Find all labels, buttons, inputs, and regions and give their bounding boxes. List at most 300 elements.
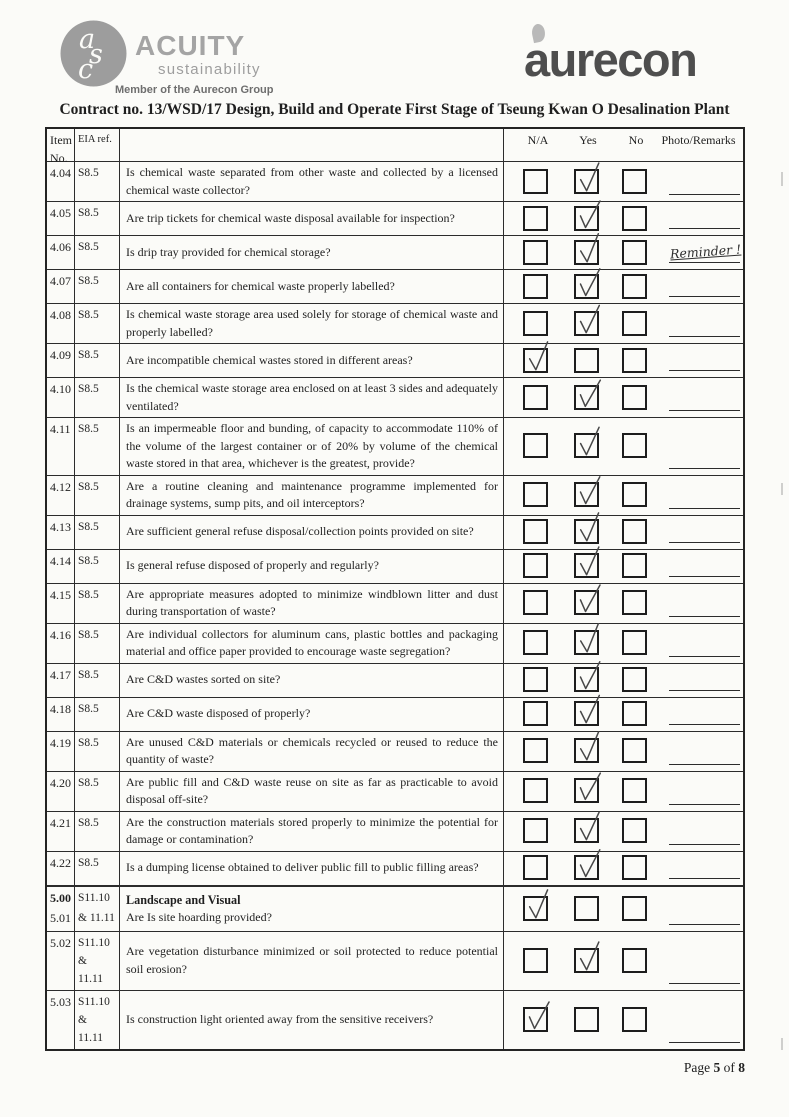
question-text: Are individual collectors for aluminum cans, plastic bottles and packaging material and office paper provided to encourage waste segregation? [126, 626, 498, 658]
item-no-cell [47, 202, 75, 235]
eia-ref-cell [75, 932, 120, 990]
eia-ref: S8.5 [78, 241, 99, 253]
remarks-blank-line [669, 262, 740, 263]
no-checkbox [622, 630, 647, 655]
eia-ref-cell [75, 698, 120, 731]
table-row [47, 516, 743, 550]
item-no-cell [47, 378, 75, 417]
table-row [47, 624, 743, 664]
remarks-blank-line [669, 228, 740, 229]
no-checkbox [622, 948, 647, 973]
question-cell [120, 202, 504, 235]
item-no-cell [47, 732, 75, 771]
remarks-blank-line [669, 656, 740, 657]
no-checkbox [622, 240, 647, 265]
eia-ref-2: & 11.11 [78, 911, 115, 924]
table-row [47, 991, 743, 1049]
table-row [47, 852, 743, 886]
eia-ref-cell [75, 664, 120, 697]
na-checkbox [523, 311, 548, 336]
answer-cell [504, 202, 743, 235]
check-mark-icon [574, 301, 604, 338]
na-checkbox [523, 818, 548, 843]
item-no: 4.05 [50, 206, 71, 220]
eia-ref-cell [75, 344, 120, 377]
no-checkbox [622, 385, 647, 410]
eia-ref-cell [75, 584, 120, 623]
eia-ref-cell [75, 476, 120, 515]
question-cell [120, 162, 504, 201]
question-cell [120, 236, 504, 269]
na-checkbox [523, 590, 548, 615]
check-mark-icon [574, 423, 605, 461]
acuity-monogram-icon [60, 20, 127, 87]
eia-ref-cell [75, 304, 120, 343]
question-text: Are trip tickets for chemical waste disposal available for inspection? [126, 210, 455, 225]
na-checkbox [523, 667, 548, 692]
eia-ref-cell [75, 378, 120, 417]
check-mark-icon [573, 158, 604, 196]
no-checkbox [622, 855, 647, 880]
question-text: Are the construction materials stored properly to minimize the potential for damage or contamination? [126, 814, 498, 846]
table-row [47, 584, 743, 624]
question-text: Is general refuse disposed of properly and regularly? [126, 558, 379, 573]
yes-checkbox [574, 206, 599, 231]
check-mark-icon [574, 808, 605, 846]
item-no-cell [47, 887, 75, 931]
eia-ref: S8.5 [78, 554, 99, 567]
answer-cell [504, 550, 743, 583]
yes-checkbox [574, 482, 599, 507]
yes-checkbox [574, 240, 599, 265]
handwritten-remark: Reminder ! [669, 241, 742, 262]
question-cell [120, 772, 504, 811]
question-text: Are appropriate measures adopted to minimize windblown litter and dust during transportation of waste? [126, 586, 498, 618]
remarks-blank-line [669, 194, 740, 195]
page-current: 5 [713, 1060, 721, 1075]
item-no: 4.20 [50, 775, 71, 790]
check-mark-icon [522, 885, 554, 924]
page-total: 8 [738, 1060, 745, 1075]
no-checkbox [622, 553, 647, 578]
table-row [47, 270, 743, 304]
na-checkbox [523, 274, 548, 299]
question-cell [120, 584, 504, 623]
item-no: 4.06 [50, 240, 71, 254]
question-cell [120, 476, 504, 515]
no-checkbox [622, 738, 647, 763]
answer-cell [504, 418, 743, 475]
item-no: 4.04 [50, 166, 71, 180]
remarks-blank-line [669, 468, 740, 469]
item-no: 4.16 [50, 627, 71, 642]
question-cell [120, 852, 504, 885]
check-mark-icon [573, 195, 605, 234]
question-text: Are all containers for chemical waste properly labelled? [126, 278, 395, 293]
na-checkbox [523, 630, 548, 655]
item-no-cell [47, 852, 75, 885]
question-text: Are Is site hoarding provided? [126, 909, 272, 924]
item-no: 5.02 [50, 935, 71, 950]
eia-ref: S8.5 [78, 520, 99, 533]
item-no-cell [47, 304, 75, 343]
na-checkbox [523, 1007, 548, 1032]
no-checkbox [622, 348, 647, 373]
question-text: Are a routine cleaning and maintenance programme implemented for drainage systems, sump pits, and oil interceptors? [126, 478, 498, 510]
eia-ref-cell [75, 418, 120, 475]
eia-ref-cell [75, 202, 120, 235]
item-no: 4.11 [50, 422, 71, 436]
eia-ref: S8.5 [78, 856, 99, 869]
na-checkbox [523, 553, 548, 578]
yes-checkbox [574, 855, 599, 880]
check-mark-icon [573, 844, 604, 882]
question-text: Is an impermeable floor and bunding, of capacity to accommodate 110% of the volume of the largest container or of 20% by volume of the chemical waste stored in that area, whichever is the greatest, provide? [126, 421, 498, 470]
no-checkbox [622, 519, 647, 544]
aurecon-wordmark: aurecon [524, 33, 697, 86]
yes-checkbox [574, 385, 599, 410]
answer-cell [504, 624, 743, 663]
no-checkbox [622, 1007, 647, 1032]
scan-artifact [781, 172, 784, 186]
remarks-blank-line [669, 983, 740, 984]
item-no: 4.17 [50, 667, 71, 682]
answer-cell [504, 698, 743, 731]
header-na: N/A [527, 133, 549, 147]
item-no-cell [47, 584, 75, 623]
item-no-cell [47, 476, 75, 515]
check-mark-icon [522, 996, 554, 1035]
header-item-line2: No. [50, 151, 68, 165]
acuity-member-line: Member of the Aurecon Group [115, 84, 274, 96]
remarks-blank-line [669, 370, 740, 371]
item-no: 4.09 [50, 348, 71, 362]
header-photo-remarks: Photo/Remarks [661, 133, 736, 147]
check-mark-icon [573, 579, 605, 618]
remarks-blank-line [669, 410, 740, 411]
remarks-blank-line [669, 844, 740, 845]
item-no-cell [47, 698, 75, 731]
item-no-cell [47, 418, 75, 475]
check-mark-icon [573, 508, 605, 547]
eia-ref-cell [75, 624, 120, 663]
item-no-cell [47, 344, 75, 377]
remarks-blank-line [669, 508, 740, 509]
eia-ref: S8.5 [78, 423, 99, 435]
na-checkbox [523, 482, 548, 507]
eia-ref-cell [75, 887, 120, 931]
yes-checkbox [574, 701, 599, 726]
na-checkbox [523, 519, 548, 544]
item-no-cell [47, 932, 75, 990]
checklist-table-body [47, 162, 743, 1049]
yes-checkbox [574, 433, 599, 458]
table-header-row [47, 129, 743, 165]
answer-cell [504, 991, 743, 1049]
na-checkbox [523, 948, 548, 973]
no-checkbox [622, 169, 647, 194]
eia-ref: S8.5 [78, 275, 99, 287]
eia-ref-cell [75, 812, 120, 851]
table-row [47, 932, 743, 991]
item-no: 4.08 [50, 308, 71, 322]
question-text: Are incompatible chemical wastes stored in different areas? [126, 352, 413, 367]
check-mark-icon [573, 767, 606, 806]
question-text: Is the chemical waste storage area enclosed on at least 3 sides and adequately ventilated? [126, 381, 498, 413]
item-no: 4.07 [50, 274, 71, 288]
check-mark-icon [573, 656, 604, 694]
no-checkbox [622, 274, 647, 299]
answer-cell [504, 772, 743, 811]
eia-ref: S11.10 & [78, 995, 110, 1026]
check-mark-icon [573, 228, 606, 267]
yes-checkbox [574, 738, 599, 763]
eia-ref-cell [75, 991, 120, 1049]
answer-cell [504, 932, 743, 990]
acuity-wordmark: ACUITY [135, 30, 246, 61]
yes-checkbox [574, 311, 599, 336]
header-no: No [628, 133, 644, 147]
no-checkbox [622, 818, 647, 843]
table-row [47, 304, 743, 344]
check-mark-icon [573, 937, 604, 975]
table-row [47, 476, 743, 516]
question-cell [120, 550, 504, 583]
answer-cell [504, 584, 743, 623]
question-cell [120, 304, 504, 343]
item-no-cell [47, 991, 75, 1049]
yes-checkbox [574, 778, 599, 803]
item-no-cell [47, 550, 75, 583]
na-checkbox [523, 169, 548, 194]
no-checkbox [622, 206, 647, 231]
answer-cell [504, 852, 743, 885]
no-checkbox [622, 590, 647, 615]
no-checkbox [622, 896, 647, 921]
question-cell [120, 698, 504, 731]
answer-cell [504, 344, 743, 377]
answer-cell [504, 812, 743, 851]
remarks-blank-line [669, 1042, 740, 1043]
eia-ref: S8.5 [78, 207, 99, 219]
yes-checkbox [574, 818, 599, 843]
item-no: 4.18 [50, 701, 71, 716]
answer-cell [504, 378, 743, 417]
question-text: Is a dumping license obtained to deliver public fill to public filling areas? [126, 860, 479, 875]
check-mark-icon [574, 691, 604, 728]
header-item-line1: Item [50, 133, 72, 147]
item-no: 5.00 [50, 890, 71, 905]
item-no-cell [47, 162, 75, 201]
item-no: 4.19 [50, 735, 71, 750]
item-no: 4.14 [50, 553, 71, 568]
eia-ref-cell [75, 772, 120, 811]
item-no: 4.12 [50, 479, 71, 494]
question-cell [120, 932, 504, 990]
item-no-cell [47, 624, 75, 663]
question-text: Is construction light oriented away from the sensitive receivers? [126, 1011, 434, 1026]
eia-ref: S8.5 [78, 588, 99, 601]
table-row [47, 378, 743, 418]
table-row [47, 344, 743, 378]
check-mark-icon [573, 471, 604, 509]
question-cell [120, 991, 504, 1049]
eia-ref: S8.5 [78, 702, 99, 715]
eia-ref-cell [75, 270, 120, 303]
header-eia-ref-label: EIA ref. [78, 134, 112, 145]
question-cell [120, 812, 504, 851]
section-heading: Landscape and Visual [126, 892, 241, 907]
question-cell [120, 378, 504, 417]
eia-ref: S8.5 [78, 628, 99, 641]
eia-ref: S8.5 [78, 668, 99, 681]
check-mark-icon [522, 337, 554, 376]
table-row [47, 202, 743, 236]
remarks-blank-line [669, 576, 740, 577]
question-cell [120, 664, 504, 697]
question-text: Are unused C&D materials or chemicals recycled or reused to reduce the quantity of waste? [126, 734, 498, 766]
no-checkbox [622, 311, 647, 336]
yes-checkbox [574, 630, 599, 655]
remarks-blank-line [669, 878, 740, 879]
item-no: 5.03 [50, 994, 71, 1009]
question-cell [120, 887, 504, 931]
answer-cell [504, 270, 743, 303]
remarks-blank-line [669, 764, 740, 765]
eia-ref: S8.5 [78, 816, 99, 829]
item-no: 4.22 [50, 855, 71, 870]
question-text: Are C&D waste disposed of properly? [126, 706, 311, 721]
yes-checkbox [574, 348, 599, 373]
eia-ref: S8.5 [78, 480, 99, 493]
answer-cell [504, 887, 743, 931]
yes-checkbox [574, 948, 599, 973]
yes-checkbox [574, 274, 599, 299]
eia-ref-cell [75, 516, 120, 549]
no-checkbox [622, 667, 647, 692]
remarks-blank-line [669, 690, 740, 691]
answer-cell [504, 516, 743, 549]
check-mark-icon [573, 263, 604, 301]
na-checkbox [523, 240, 548, 265]
table-row [47, 418, 743, 476]
no-checkbox [622, 482, 647, 507]
question-cell [120, 418, 504, 475]
check-mark-icon [573, 542, 604, 580]
answer-cell [504, 476, 743, 515]
yes-checkbox [574, 896, 599, 921]
eia-ref-cell [75, 852, 120, 885]
remarks-blank-line [669, 804, 740, 805]
remarks-blank-line [669, 724, 740, 725]
remarks-blank-line [669, 296, 740, 297]
table-row [47, 812, 743, 852]
eia-ref-cell [75, 732, 120, 771]
eia-ref: S8.5 [78, 736, 99, 749]
yes-checkbox [574, 169, 599, 194]
item-no-cell [47, 270, 75, 303]
check-mark-icon [573, 373, 606, 412]
remarks-blank-line [669, 336, 740, 337]
no-checkbox [622, 433, 647, 458]
yes-checkbox [574, 667, 599, 692]
eia-ref: S8.5 [78, 776, 99, 789]
eia-ref-cell [75, 550, 120, 583]
svg-text:c: c [78, 54, 94, 85]
question-cell [120, 270, 504, 303]
na-checkbox [523, 855, 548, 880]
item-no-cell [47, 772, 75, 811]
yes-checkbox [574, 1007, 599, 1032]
aurecon-logo [524, 24, 764, 96]
na-checkbox [523, 701, 548, 726]
eia-ref: S11.10 [78, 891, 110, 904]
scan-artifact [781, 1038, 784, 1050]
eia-ref-cell [75, 236, 120, 269]
no-checkbox [622, 778, 647, 803]
table-row [47, 550, 743, 584]
remarks-blank-line [669, 616, 740, 617]
answer-cell [504, 664, 743, 697]
eia-ref: S8.5 [78, 167, 99, 179]
question-text: Are public fill and C&D waste reuse on site as far as practicable to avoid disposal off-site? [126, 774, 498, 806]
question-cell [120, 516, 504, 549]
answer-cell [504, 732, 743, 771]
na-checkbox [523, 738, 548, 763]
table-row [47, 236, 743, 270]
table-row [47, 162, 743, 202]
item-no-cell [47, 516, 75, 549]
item-no: 4.21 [50, 815, 71, 830]
na-checkbox [523, 778, 548, 803]
svg-text:s: s [89, 39, 103, 70]
scan-artifact [781, 483, 784, 495]
question-cell [120, 624, 504, 663]
header-yes: Yes [579, 133, 597, 147]
yes-checkbox [574, 519, 599, 544]
question-text: Is chemical waste separated from other waste and collected by a licensed chemical waste collector? [126, 165, 498, 197]
yes-checkbox [574, 590, 599, 615]
na-checkbox [523, 206, 548, 231]
table-row [47, 732, 743, 772]
na-checkbox [523, 433, 548, 458]
question-text: Is chemical waste storage area used solely for storage of chemical waste and properly labelled? [126, 307, 498, 339]
remarks-blank-line [669, 924, 740, 925]
eia-ref-cell [75, 162, 120, 201]
check-mark-icon [573, 727, 605, 766]
page-label: Page [683, 1060, 711, 1075]
answer-cell [504, 236, 743, 269]
item-no-cell [47, 812, 75, 851]
item-no: 4.10 [50, 382, 71, 396]
table-row [47, 664, 743, 698]
remarks-blank-line [669, 542, 740, 543]
no-checkbox [622, 701, 647, 726]
item-no: 4.13 [50, 519, 71, 534]
item-no-cell [47, 236, 75, 269]
item-no: 4.15 [50, 587, 71, 602]
eia-ref: S8.5 [78, 309, 99, 321]
na-checkbox [523, 385, 548, 410]
eia-ref: S8.5 [78, 383, 99, 395]
acuity-logo [58, 16, 288, 108]
table-row [47, 698, 743, 732]
eia-ref-2: 11.11 [78, 1031, 104, 1044]
eia-ref-2: 11.11 [78, 972, 104, 985]
table-row [47, 772, 743, 812]
question-text: Are vegetation disturbance minimized or soil protected to reduce potential soil erosion? [126, 944, 498, 976]
question-text: Are C&D wastes sorted on site? [126, 672, 281, 687]
